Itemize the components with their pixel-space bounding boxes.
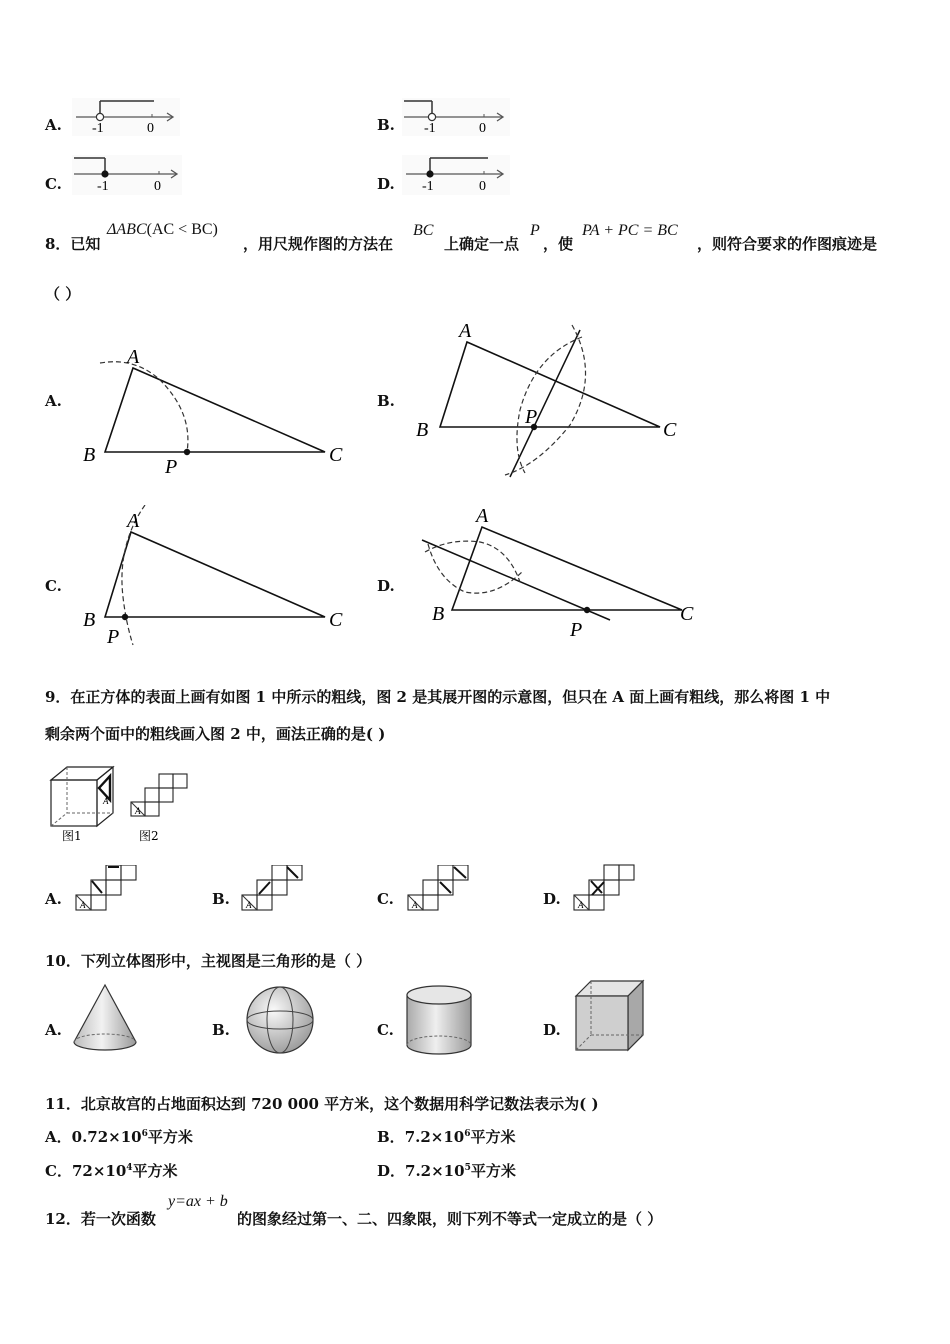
q7-option-b-label: B. [377, 116, 395, 134]
q9-option-b-net [238, 865, 308, 915]
vertex-b: B [432, 603, 445, 625]
q7-option-c-numberline [72, 155, 184, 197]
face-a: A [246, 900, 252, 910]
q9-option-b-label: B. [212, 890, 230, 908]
q9-option-d-net [570, 862, 640, 914]
face-a: A [80, 900, 86, 910]
q12-number: 12．若一次函数 [45, 1210, 156, 1228]
tick-zero: 0 [479, 179, 486, 194]
q8-expr-p: P [530, 222, 540, 239]
q9-line-1: 9．在正方体的表面上画有如图 1 中所示的粗线，图 2 是其展开图的示意图，但只在 A 面上画有粗线，那么将图 1 中 [45, 688, 831, 706]
option-unit: 平方米 [470, 1128, 516, 1146]
q9-option-c-label: C. [377, 890, 394, 908]
q7-option-d-label: D. [377, 175, 395, 193]
q10-option-d-cube [573, 978, 648, 1056]
q11-text: 11．北京故宫的占地面积达到 720 000 平方米，这个数据用科学记数法表示为( ) [45, 1095, 599, 1113]
q8-number: 8．已知 [45, 235, 101, 253]
option-exponent: 4 [126, 1163, 133, 1173]
option-unit: 平方米 [147, 1128, 193, 1146]
vertex-c: C [329, 444, 343, 466]
option-label: B． [377, 1128, 405, 1146]
q12-text: 的图象经过第一、二、四象限，则下列不等式一定成立的是（ ） [237, 1210, 663, 1228]
q8-option-a-label: A. [45, 392, 62, 410]
q9-option-d-label: D. [543, 890, 561, 908]
vertex-b: B [83, 609, 96, 631]
tick-minus-one: -1 [97, 179, 109, 194]
q10-option-a-cone [70, 982, 140, 1057]
fig2-caption: 图2 [139, 829, 159, 843]
q7-option-a-label: A. [45, 116, 62, 134]
q9-option-a-label: A. [45, 890, 62, 908]
vertex-a: A [476, 505, 489, 527]
vertex-c: C [329, 609, 343, 631]
q8-option-c-figure [75, 505, 360, 650]
q9-line-2: 剩余两个面中的粗线画入图 2 中，画法正确的是( ) [45, 725, 386, 743]
option-label: C． [45, 1162, 72, 1180]
q8-option-c-label: C. [45, 577, 62, 595]
expr-condition: (AC < BC) [146, 221, 218, 238]
tick-zero: 0 [479, 121, 486, 136]
q10-option-b-sphere [244, 985, 316, 1055]
q7-option-c-label: C. [45, 175, 62, 193]
q8-option-d-label: D. [377, 577, 395, 595]
net-face-a: A [135, 806, 141, 816]
vertex-c: C [663, 419, 677, 441]
vertex-b: B [416, 419, 429, 441]
q10-option-b-label: B. [212, 1021, 230, 1039]
point-p: P [525, 406, 538, 428]
q10-option-a-label: A. [45, 1021, 62, 1039]
option-base: 0.72×10 [71, 1128, 142, 1146]
q8-option-d-figure [410, 500, 705, 645]
point-p: P [165, 456, 178, 478]
point-p: P [107, 626, 120, 648]
q9-figures-1-2 [45, 762, 195, 847]
option-exponent: 5 [464, 1163, 471, 1173]
q9-option-a-net [72, 865, 142, 915]
q7-option-d-numberline [402, 155, 512, 197]
q11-option-b [377, 1126, 516, 1147]
q10-text: 10．下列立体图形中，主视图是三角形的是（ ） [45, 952, 372, 970]
cube-face-a: A [103, 796, 109, 806]
q8-option-b-label: B. [377, 392, 395, 410]
q10-option-c-label: C. [377, 1021, 394, 1039]
q8-expr-bc: BC [413, 222, 434, 239]
q11-option-a [45, 1126, 193, 1147]
tick-zero: 0 [154, 179, 161, 194]
tick-minus-one: -1 [92, 121, 104, 136]
q8-answer-paren: （ ） [45, 285, 81, 303]
face-a: A [412, 900, 418, 910]
vertex-c: C [680, 603, 694, 625]
q7-option-b-numberline [402, 98, 512, 138]
q8-text-2: ，用尺规作图的方法在 [243, 235, 394, 253]
q11-option-c [45, 1160, 178, 1181]
option-exponent: 6 [464, 1129, 471, 1139]
q8-option-b-figure [410, 315, 695, 480]
tick-minus-one: -1 [424, 121, 436, 136]
option-unit: 平方米 [132, 1162, 178, 1180]
option-base: 7.2×10 [405, 1162, 465, 1180]
q8-expr-equation: PA + PC = BC [582, 222, 678, 239]
q8-option-a-figure [75, 335, 360, 485]
option-label: A． [45, 1128, 72, 1146]
vertex-b: B [83, 444, 96, 466]
q7-option-a-numberline [72, 98, 182, 138]
q10-option-d-label: D. [543, 1021, 561, 1039]
q11-option-d [377, 1160, 516, 1181]
point-p: P [570, 619, 583, 641]
option-base: 7.2×10 [404, 1128, 465, 1146]
q12-expr: y=ax + b [168, 1193, 228, 1210]
fig1-caption: 图1 [62, 829, 82, 843]
vertex-a: A [459, 320, 472, 342]
option-label: D． [377, 1162, 406, 1180]
q8-text-3: 上确定一点 [444, 235, 520, 253]
q8-triangle-expr [107, 219, 218, 239]
q8-text-4: ，使 [543, 235, 574, 253]
face-a: A [578, 900, 584, 910]
q9-option-c-net [404, 865, 474, 915]
option-base: 72×10 [71, 1162, 127, 1180]
vertex-a: A [127, 510, 140, 532]
tick-minus-one: -1 [422, 179, 434, 194]
expr-triangle: ΔABC [107, 221, 147, 238]
option-exponent: 6 [141, 1129, 148, 1139]
option-unit: 平方米 [470, 1162, 516, 1180]
q10-option-c-cylinder [404, 985, 474, 1057]
q8-text-5: ，则符合要求的作图痕迹是 [697, 235, 878, 253]
vertex-a: A [127, 346, 140, 368]
tick-zero: 0 [147, 121, 154, 136]
